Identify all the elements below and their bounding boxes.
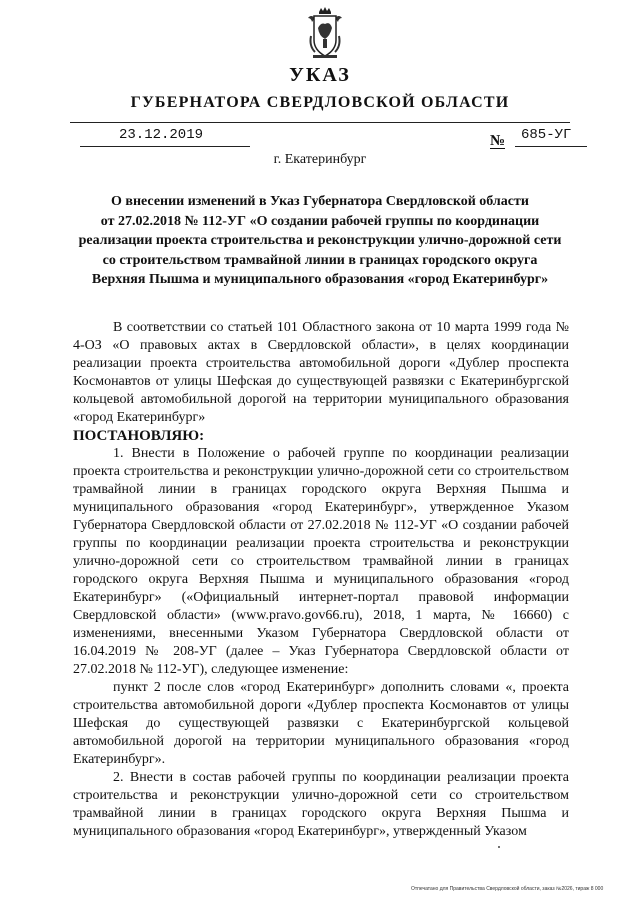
decree-word: ПОСТАНОВЛЯЮ: [73, 428, 205, 444]
heading-line: со строительством трамвайной линии в границах городского округа [102, 252, 538, 268]
document-title: УКАЗ [289, 64, 351, 86]
item-2-paragraph: 2. Внести в состав рабочей группы по координации реализации проекта строительства и реконструкции улично-дорожной сети со строительством трамвайной линии в границах городского округа Верхняя Пышма и муниципального образования «город Екатеринбург», утвержденный Указом [73, 770, 569, 839]
print-note: Отпечатано для Правительства Свердловской области, заказ №2026, тираж 8 000 [411, 886, 604, 892]
heading-line: О внесении изменений в Указ Губернатора Свердловской области [111, 194, 529, 209]
heading-line: от 27.02.2018 № 112-УГ «О создании рабочей группы по координации [100, 213, 540, 229]
document-body [73, 319, 569, 841]
stray-dot [498, 846, 500, 848]
date-underline [80, 146, 250, 147]
item-1-paragraph: 1. Внести в Положение о рабочей группе по координации реализации проекта строительства и реконструкции улично-дорожной сети со строительством трамвайной линии в границах городского округа Верхняя Пышма и муниципального образования «город Екатеринбург», утвержденное Указом Губернатора Свердловской области от 27.02.2018 № 112-УГ «О создании рабочей группы по координации реализации проекта строительства и реконструкции улично-дорожной сети со строительством трамвайной линии в границах городского округа Верхняя Пышма и муниципального образования «город Екатеринбург» («Официальный интернет-портал правовой информации Свердловской области» (www.pravo.gov66.ru), 2018, 1 марта, № 16660) с изменениями, внесенными Указом Губернатора Свердловской области от 16.04.2019 № 208-УГ (далее – Указ Губернатора Свердловской области от 27.02.2018 № 112-УГ), следующее изменение: [73, 446, 569, 677]
coat-of-arms-icon [305, 6, 345, 60]
heading-line: Верхняя Пышма и муниципального образования «город Екатеринбург» [91, 272, 549, 287]
document-subtitle: ГУБЕРНАТОРА СВЕРДЛОВСКОЙ ОБЛАСТИ [130, 94, 510, 111]
header-divider [70, 122, 570, 123]
number-underline [515, 146, 587, 147]
document-heading [70, 192, 570, 290]
heading-line: реализации проекта строительства и реконструкции улично-дорожной сети [78, 233, 562, 248]
item-1-sub-paragraph: пункт 2 после слов «город Екатеринбург» дополнить словами «, проекта строительства автомобильной дороги «Дублер проспекта Космонавтов от улицы Шефская до существующей развязки с Екатеринбургской кольцевой автомобильной дорогой на территории муниципального образования «город Екатеринбург». [73, 680, 569, 767]
city-line: г. Екатеринбург [273, 152, 367, 167]
document-date: 23.12.2019 [119, 127, 204, 143]
preamble-paragraph: В соответствии со статьей 101 Областного закона от 10 марта 1999 года № 4-ОЗ «О правовых актах в Свердловской области», в целях координации реализации проекта строительства автомобильной дороги «Дублер проспекта Космонавтов от улицы Шефская до существующей развязки с Екатеринбургской кольцевой автомобильной дорогой на территории муниципального образования «город Екатеринбург» [73, 320, 569, 425]
document-number: 685-УГ [521, 127, 572, 143]
number-sign: № [490, 133, 506, 149]
